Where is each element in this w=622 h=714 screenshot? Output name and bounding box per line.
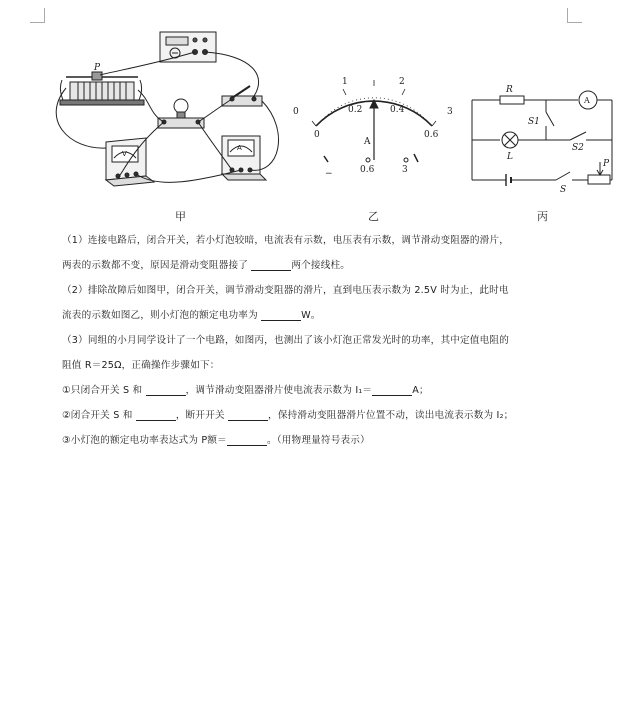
figure-bing-circuit — [472, 91, 612, 186]
wire — [198, 99, 232, 122]
label-s2: S2 — [572, 143, 584, 153]
figure-yi-ammeter-dial — [312, 80, 436, 162]
dial-top-label-3: 3 — [447, 107, 453, 117]
q3-step2 — [62, 407, 513, 421]
dial-bottom-label-0: 0 — [314, 130, 320, 140]
q3-step3-text-a: ③小灯泡的额定电功率表达式为 P额＝ — [62, 435, 227, 446]
rheostat-symbol — [588, 175, 610, 184]
terminal-0.6: 0.6 — [360, 165, 375, 175]
sliding-rheostat — [60, 72, 144, 105]
q2-line2-text-a: 流表的示数如图乙，则小灯泡的额定电功率为 — [62, 310, 262, 321]
power-supply — [160, 32, 216, 62]
q1-line2 — [62, 257, 350, 271]
terminal-3: 3 — [402, 165, 408, 175]
rheostat-label-p: P — [94, 63, 101, 73]
wire — [138, 90, 164, 122]
dial-bottom-label-0.2: 0.2 — [348, 105, 363, 115]
answer-blank-step3-power[interactable] — [227, 435, 267, 446]
q3-step1-text-c: A； — [412, 385, 429, 396]
q2-line2 — [62, 307, 321, 321]
label-s1: S1 — [528, 117, 540, 127]
q3-step1-text-a: ①只闭合开关 S 和 — [62, 385, 146, 396]
figure-jia — [56, 32, 278, 186]
label-r: R — [506, 85, 513, 95]
answer-blank-step2-close[interactable] — [136, 410, 176, 421]
figure-caption-jia: 甲 — [175, 210, 186, 223]
label-l: L — [507, 152, 513, 162]
dial-top-label-2: 2 — [399, 77, 405, 87]
svg-text:A: A — [237, 144, 242, 152]
q3-step2-text-c: ，保持滑动变阻器滑片位置不动，读出电流表示数为 I₂； — [268, 410, 514, 421]
light-bulb — [158, 99, 204, 128]
answer-blank-step2-open[interactable] — [228, 410, 268, 421]
figure-caption-yi: 乙 — [368, 210, 379, 223]
q1-line2-text-a: 两表的示数都不变，原因是滑动变阻器接了 — [62, 260, 252, 271]
dial-top-label-1: 1 — [342, 77, 348, 87]
dial-bottom-label-0.4: 0.4 — [390, 105, 405, 115]
q3-step2-text-a: ②闭合开关 S 和 — [62, 410, 136, 421]
label-s: S — [560, 185, 567, 195]
q3-step3 — [62, 432, 370, 446]
q3-step3-text-b: 。（用物理量符号表示） — [266, 435, 370, 446]
answer-blank-q2[interactable] — [261, 310, 301, 321]
terminal-minus: − — [325, 169, 333, 179]
knife-switch — [222, 86, 262, 106]
q3-step1-text-b: ，调节滑动变阻器滑片使电流表示数为 I₁＝ — [185, 385, 373, 396]
wire — [100, 52, 195, 75]
q2-line2-text-b: W。 — [301, 310, 321, 321]
label-p: P — [603, 159, 610, 169]
q3-step1 — [62, 382, 429, 396]
q3-line2: 阻值 R＝25Ω，正确操作步骤如下： — [62, 360, 220, 371]
figure-caption-bing: 丙 — [537, 210, 548, 223]
dial-top-label-0: 0 — [293, 107, 299, 117]
dial-bottom-label-0.6: 0.6 — [424, 130, 439, 140]
svg-text:V: V — [122, 150, 127, 158]
answer-blank-step1-current[interactable] — [372, 385, 412, 396]
q2-line1: （2）排除故障后如图甲，闭合开关，调节滑动变阻器的滑片，直到电压表示数为 2.5V 时为止，此时电 — [62, 285, 509, 296]
q1-line1: （1）连接电路后，闭合开关，若小灯泡较暗，电流表有示数，电压表有示数，调节滑动变阻器的滑片， — [62, 235, 510, 246]
dial-unit-a: A — [364, 137, 371, 147]
answer-blank-step1-switch[interactable] — [146, 385, 186, 396]
answer-blank-q1[interactable] — [251, 260, 291, 271]
q3-step2-text-b: ，断开开关 — [175, 410, 229, 421]
resistor-r — [500, 96, 524, 104]
label-a: A — [584, 96, 590, 105]
circuit-figures — [0, 0, 622, 230]
q1-line2-text-b: 两个接线柱。 — [291, 260, 351, 271]
q3-line1: （3）同组的小月同学设计了一个电路，如图丙，也测出了该小灯泡正常发光时的功率，其中定值电阻的 — [62, 335, 510, 346]
